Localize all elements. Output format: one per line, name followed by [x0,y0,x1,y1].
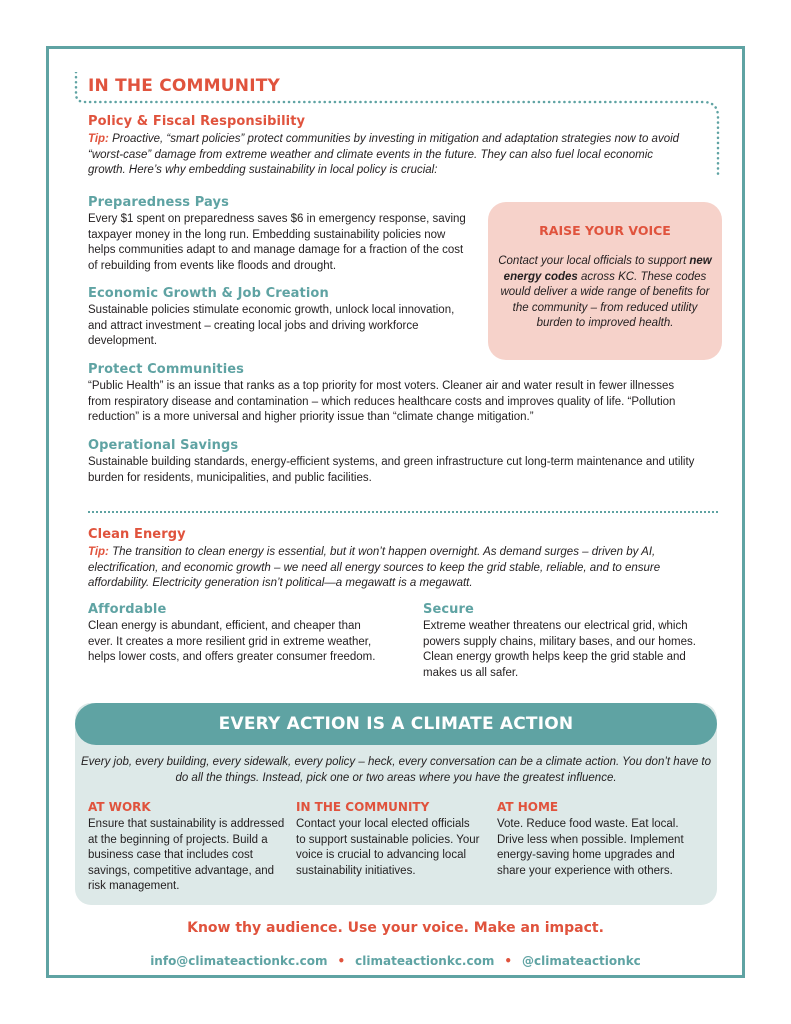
tip-label: Tip: [88,133,109,145]
affordable-title: Affordable [88,602,167,617]
raise-voice-body [498,254,712,332]
column-body-home: Vote. Reduce food waste. Eat local. Drive less when possible. Implement energy-saving home upgrades and share your experience with others. [497,818,684,877]
every-action-banner: EVERY ACTION IS A CLIMATE ACTION [75,703,717,745]
clean-energy-title: Clean Energy [88,527,186,542]
preparedness-title: Preparedness Pays [88,195,229,210]
column-body-community: Contact your local elected officials to support sustainable policies. Your voice is crucial to advancing local sustainability initiatives. [296,818,480,877]
section-heading: IN THE COMMUNITY [88,76,281,96]
clean-energy-tip-text: The transition to clean energy is essential, but it won’t happen overnight. As demand surges – driven by AI, electrification, and economic growth – we need all energy sources to keep the grid stable, reliable, and to ensure affordability. Electricity generation isn’t political—a megawatt is a megawatt. [88,546,661,589]
raise-voice-title: RAISE YOUR VOICE [539,223,671,238]
clean-energy-tip [88,545,688,592]
secure-title: Secure [423,602,474,617]
affordable-body: Clean energy is abundant, efficient, and cheaper than ever. It creates a more resilient grid in extreme weather, helps lower costs, and offers greater consumer freedom. [88,620,376,663]
preparedness-body: Every $1 spent on preparedness saves $6 in emergency response, saving taxpayer money in the long run. Embedding sustainability policies now helps communities adapt to and manage damage for a fraction of the cost of rebuilding from events like floods and drought. [88,213,466,272]
every-action-intro: Every job, every building, every sidewalk, every policy – heck, every conversation can be a climate action. You don’t have to do all the things. Instead, pick one or two areas where you have the greatest influence. [80,756,712,784]
operational-title: Operational Savings [88,438,239,453]
column-title-community: IN THE COMMUNITY [296,800,430,814]
footer-contact [0,954,791,968]
policy-tip-text: Proactive, “smart policies” protect communities by investing in mitigation and adaptation strategies now to avoid “worst-case” damage from extreme weather and climate events in the future. They can also fuel local economic growth. Here’s why embedding sustainability in local policy is crucial: [88,133,680,176]
column-body-work: Ensure that sustainability is addressed at the beginning of projects. Build a business case that includes cost savings, competitive advantage, and risk management. [88,818,285,892]
protect-title: Protect Communities [88,362,245,377]
separator-dot: • [504,954,513,968]
raise-voice-box [488,202,722,360]
website-link[interactable]: climateactionkc.com [355,954,495,968]
raise-voice-emphasis: new energy codes [503,255,712,283]
protect-body: “Public Health” is an issue that ranks as a top priority for most voters. Cleaner air and water result in fewer illnesses from respiratory disease and contamination – which reduces healthcare costs and improves quality of life. “Pollution reduction” is a more universal and higher priority issue than “climate change mitigation.” [88,380,676,423]
operational-body: Sustainable building standards, energy-efficient systems, and green infrastructure cut long-term maintenance and utility burden for residents, municipalities, and public facilities. [88,456,695,484]
secure-body: Extreme weather threatens our electrical grid, which powers supply chains, military bases, and our homes. Clean energy growth helps keep the grid stable and makes us all safer. [423,620,696,679]
tagline: Know thy audience. Use your voice. Make an impact. [187,920,604,936]
column-title-work: AT WORK [88,800,151,814]
economic-body: Sustainable policies stimulate economic growth, unlock local innovation, and attract investment – creating local jobs and driving workforce development. [88,304,455,347]
raise-voice-text-2: across KC. These codes would deliver a wide range of benefits for the community – from reduced utility burden to improved health. [500,270,710,329]
separator-dot: • [337,954,346,968]
policy-title: Policy & Fiscal Responsibility [88,114,306,129]
tip-label: Tip: [88,546,109,558]
raise-voice-text-1: Contact your local officials to support [498,255,687,267]
economic-title: Economic Growth & Job Creation [88,286,329,301]
dotted-divider [88,511,718,513]
social-handle-link[interactable]: @climateactionkc [522,954,641,968]
column-title-home: AT HOME [497,800,559,814]
email-link[interactable]: info@climateactionkc.com [150,954,328,968]
policy-tip [88,132,688,179]
